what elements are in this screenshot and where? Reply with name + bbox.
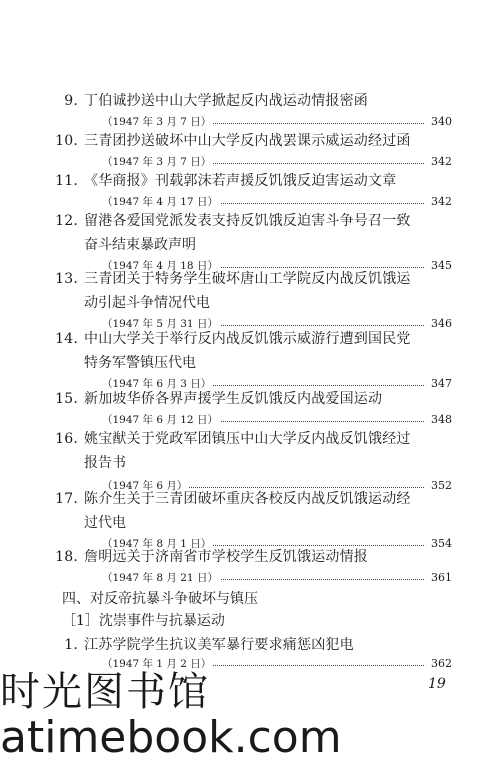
entry-title — [52, 328, 411, 350]
entry-number: 10. — [55, 133, 78, 149]
entry-title — [52, 428, 411, 450]
entry-title — [52, 90, 368, 112]
entry-title — [52, 488, 411, 510]
entry-date-line — [102, 570, 452, 586]
entry-title — [52, 130, 411, 152]
entry-date: （1947 年 8 月 1 日） — [102, 538, 212, 550]
entry-title-line: 姚宝猷关于党政军团镇压中山大学反内战反饥饿经过 — [84, 431, 411, 447]
entry-title-line: 陈介生关于三青团破坏重庆各校反内战反饥饿运动经 — [84, 491, 411, 507]
entry-title-line: 三青团关于特务学生破坏唐山工学院反内战反饥饿运 — [84, 271, 411, 287]
entry-title-continuation: 动引起斗争情况代电 — [84, 295, 210, 311]
entry-page: 342 — [428, 154, 452, 170]
entry-date-line — [102, 194, 452, 210]
entry-title-line: 留港各爱国党派发表支持反饥饿反迫害斗争号召一致 — [84, 213, 411, 229]
entry-date-line — [102, 154, 452, 170]
entry-number: 16. — [55, 431, 78, 447]
entry-number: 9. — [64, 93, 78, 109]
entry-page: 352 — [428, 478, 452, 494]
entry-title-continuation: 奋斗结束暴政声明 — [84, 237, 196, 253]
entry-number: 11. — [55, 173, 78, 189]
entry-page: 346 — [428, 316, 452, 332]
entry-date: （1947 年 1 月 2 日） — [102, 658, 212, 670]
entry-date: （1947 年 4 月 17 日） — [102, 196, 218, 208]
entry-page: 348 — [428, 412, 452, 428]
entry-number: 12. — [55, 213, 78, 229]
entry-date-line — [102, 114, 452, 130]
entry-title-line: 《华商报》刊载郭沫若声援反饥饿反迫害运动文章 — [84, 173, 397, 189]
entry-title-line: 詹明远关于济南省市学校学生反饥饿运动情报 — [84, 549, 368, 565]
entry-page: 361 — [428, 570, 452, 586]
entry-number: 15. — [55, 391, 78, 407]
entry-title — [52, 634, 354, 656]
entry-page: 347 — [428, 376, 452, 392]
entry-title-continuation: 报告书 — [84, 455, 126, 471]
entry-date: （1947 年 6 月 3 日） — [102, 378, 212, 390]
entry-number: 17. — [55, 491, 78, 507]
entry-page: 340 — [428, 114, 452, 130]
entry-title — [52, 170, 396, 192]
entry-title-line: 江苏学院学生抗议美军暴行要求痛惩凶犯电 — [84, 637, 354, 653]
entry-date-line — [102, 412, 452, 428]
entry-page: 345 — [428, 258, 452, 274]
entry-page: 342 — [428, 194, 452, 210]
entry-number: 18. — [55, 549, 78, 565]
entry-title — [52, 388, 382, 410]
entry-title-line: 新加坡华侨各界声援学生反饥饿反内战爱国运动 — [84, 391, 383, 407]
entry-title-line: 中山大学关于举行反内战反饥饿示威游行遭到国民党 — [84, 331, 411, 347]
section-heading: 四、对反帝抗暴斗争破坏与镇压 — [62, 591, 258, 607]
page-number: 19 — [428, 676, 446, 692]
entry-date: （1947 年 4 月 18 日） — [102, 260, 218, 272]
entry-title-line: 三青团抄送破坏中山大学反内战罢课示威运动经过函 — [84, 133, 411, 149]
entry-title-line: 丁伯诚抄送中山大学掀起反内战运动情报密函 — [84, 93, 368, 109]
entry-title-continuation: 过代电 — [84, 515, 126, 531]
entry-number: 14. — [55, 331, 78, 347]
entry-date: （1947 年 5 月 31 日） — [102, 318, 218, 330]
entry-date: （1947 年 3 月 7 日） — [102, 116, 212, 128]
entry-page: 362 — [428, 656, 452, 672]
watermark-chinese: 时光图书馆 — [0, 669, 210, 715]
subsection-heading: ［1］沈崇事件与抗暴运动 — [62, 613, 225, 629]
entry-title — [52, 546, 368, 568]
entry-number: 13. — [55, 271, 78, 287]
entry-number: 1. — [64, 637, 78, 653]
watermark-url: atimebook.com — [0, 712, 342, 763]
entry-date: （1947 年 6 月） — [102, 480, 188, 492]
entry-date: （1947 年 8 月 21 日） — [102, 572, 218, 584]
entry-title-continuation: 特务军警镇压代电 — [84, 355, 196, 371]
entry-date: （1947 年 3 月 7 日） — [102, 156, 212, 168]
entry-date: （1947 年 6 月 12 日） — [102, 414, 218, 426]
entry-title — [52, 268, 411, 290]
entry-page: 354 — [428, 536, 452, 552]
entry-title — [52, 210, 411, 232]
